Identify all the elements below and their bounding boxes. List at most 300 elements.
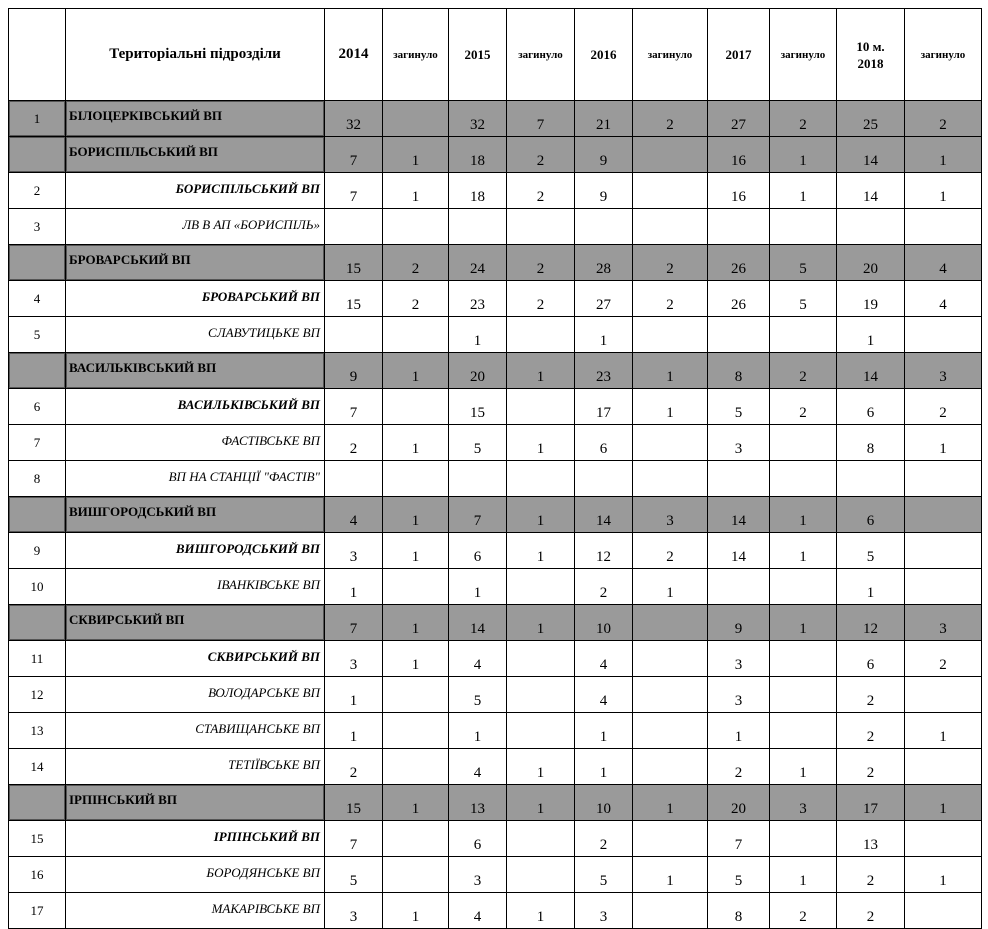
- cases-cell: 14: [449, 605, 507, 641]
- row-number: 1: [9, 101, 66, 137]
- subdivision-name: БОРИСПІЛЬСЬКИЙ ВП: [66, 137, 325, 173]
- cases-cell: [708, 461, 770, 497]
- cases-cell: 6: [449, 821, 507, 857]
- row-number: 7: [9, 425, 66, 461]
- killed-cell: [633, 713, 708, 749]
- killed-cell: 2: [905, 101, 982, 137]
- killed-cell: [383, 101, 449, 137]
- killed-cell: [633, 173, 708, 209]
- cases-cell: 3: [575, 893, 633, 929]
- killed-cell: [383, 821, 449, 857]
- killed-cell: 5: [770, 281, 837, 317]
- header-killed-2017: загинуло: [770, 9, 837, 101]
- cases-cell: 2: [575, 821, 633, 857]
- group-row: [9, 101, 982, 137]
- killed-cell: [507, 713, 575, 749]
- killed-cell: 2: [905, 389, 982, 425]
- cases-cell: 8: [708, 893, 770, 929]
- cases-cell: [575, 461, 633, 497]
- subdivision-name: ІРПІНСЬКИЙ ВП: [66, 821, 325, 857]
- cases-cell: 8: [708, 353, 770, 389]
- cases-cell: 20: [708, 785, 770, 821]
- header-number: [9, 9, 66, 101]
- cases-cell: 10: [575, 785, 633, 821]
- killed-cell: [770, 641, 837, 677]
- header-year-2016: 2016: [575, 9, 633, 101]
- row-number: 17: [9, 893, 66, 929]
- killed-cell: 2: [770, 101, 837, 137]
- row-number: 10: [9, 569, 66, 605]
- killed-cell: 1: [905, 425, 982, 461]
- subdivision-name: БІЛОЦЕРКІВСЬКИЙ ВП: [66, 101, 325, 137]
- cases-cell: 7: [708, 821, 770, 857]
- statistics-table: [8, 8, 982, 929]
- cases-cell: 2: [575, 569, 633, 605]
- cases-cell: 15: [325, 785, 383, 821]
- killed-cell: 2: [770, 353, 837, 389]
- killed-cell: [633, 605, 708, 641]
- killed-cell: 1: [905, 173, 982, 209]
- cases-cell: 3: [325, 533, 383, 569]
- killed-cell: [507, 821, 575, 857]
- killed-cell: [905, 497, 982, 533]
- cases-cell: 1: [837, 569, 905, 605]
- killed-cell: [905, 821, 982, 857]
- header-killed-2015: загинуло: [507, 9, 575, 101]
- killed-cell: [507, 677, 575, 713]
- killed-cell: [383, 857, 449, 893]
- cases-cell: 8: [837, 425, 905, 461]
- killed-cell: 1: [383, 785, 449, 821]
- killed-cell: 2: [770, 893, 837, 929]
- cases-cell: [575, 209, 633, 245]
- killed-cell: 1: [633, 785, 708, 821]
- cases-cell: 2: [837, 677, 905, 713]
- killed-cell: [905, 569, 982, 605]
- cases-cell: 4: [449, 893, 507, 929]
- header-subdivisions: Територіальні підрозділи: [66, 9, 325, 101]
- table-row: [9, 461, 982, 497]
- cases-cell: 5: [449, 677, 507, 713]
- cases-cell: 18: [449, 173, 507, 209]
- row-number: [9, 245, 66, 281]
- group-row: [9, 353, 982, 389]
- subdivision-name: ВАСИЛЬКІВСЬКИЙ ВП: [66, 353, 325, 389]
- cases-cell: 14: [837, 173, 905, 209]
- cases-cell: 5: [325, 857, 383, 893]
- killed-cell: 1: [383, 353, 449, 389]
- cases-cell: 7: [325, 605, 383, 641]
- killed-cell: [633, 317, 708, 353]
- killed-cell: 2: [507, 173, 575, 209]
- cases-cell: 6: [575, 425, 633, 461]
- cases-cell: 5: [837, 533, 905, 569]
- cases-cell: 1: [449, 317, 507, 353]
- killed-cell: [383, 677, 449, 713]
- header-year-2017: 2017: [708, 9, 770, 101]
- subdivision-name: ВИШГОРОДСЬКИЙ ВП: [66, 533, 325, 569]
- killed-cell: [633, 641, 708, 677]
- cases-cell: 2: [837, 857, 905, 893]
- killed-cell: 1: [383, 605, 449, 641]
- subdivision-name: ВП НА СТАНЦІЇ "ФАСТІВ": [66, 461, 325, 497]
- killed-cell: 2: [905, 641, 982, 677]
- row-number: 15: [9, 821, 66, 857]
- cases-cell: 14: [708, 497, 770, 533]
- header-year-2018: 10 м. 2018: [837, 9, 905, 101]
- killed-cell: 1: [383, 533, 449, 569]
- header-year-2014: 2014: [325, 9, 383, 101]
- killed-cell: [383, 749, 449, 785]
- cases-cell: 1: [325, 569, 383, 605]
- killed-cell: 1: [507, 353, 575, 389]
- subdivision-name: ТЕТІЇВСЬКЕ ВП: [66, 749, 325, 785]
- killed-cell: 1: [770, 497, 837, 533]
- cases-cell: 2: [837, 713, 905, 749]
- cases-cell: 27: [708, 101, 770, 137]
- killed-cell: 1: [507, 749, 575, 785]
- row-number: [9, 497, 66, 533]
- cases-cell: [325, 209, 383, 245]
- cases-cell: 9: [575, 173, 633, 209]
- killed-cell: 1: [507, 785, 575, 821]
- killed-cell: 1: [770, 605, 837, 641]
- killed-cell: 3: [770, 785, 837, 821]
- killed-cell: 1: [383, 137, 449, 173]
- killed-cell: [905, 461, 982, 497]
- row-number: 16: [9, 857, 66, 893]
- killed-cell: 3: [905, 605, 982, 641]
- killed-cell: 2: [507, 245, 575, 281]
- cases-cell: 1: [325, 713, 383, 749]
- cases-cell: 23: [449, 281, 507, 317]
- header-row: [9, 9, 982, 101]
- table-row: [9, 533, 982, 569]
- row-number: [9, 785, 66, 821]
- killed-cell: 1: [383, 425, 449, 461]
- cases-cell: 14: [837, 137, 905, 173]
- cases-cell: 25: [837, 101, 905, 137]
- row-number: 11: [9, 641, 66, 677]
- killed-cell: 4: [905, 281, 982, 317]
- row-number: 12: [9, 677, 66, 713]
- table-row: [9, 713, 982, 749]
- group-row: [9, 497, 982, 533]
- table-row: [9, 281, 982, 317]
- cases-cell: 23: [575, 353, 633, 389]
- cases-cell: 9: [708, 605, 770, 641]
- table-row: [9, 893, 982, 929]
- killed-cell: 1: [633, 569, 708, 605]
- cases-cell: 3: [708, 677, 770, 713]
- killed-cell: 1: [633, 353, 708, 389]
- killed-cell: [905, 893, 982, 929]
- killed-cell: 2: [770, 389, 837, 425]
- killed-cell: [905, 533, 982, 569]
- killed-cell: 2: [383, 245, 449, 281]
- killed-cell: [633, 749, 708, 785]
- cases-cell: 1: [575, 317, 633, 353]
- cases-cell: [708, 317, 770, 353]
- cases-cell: 19: [837, 281, 905, 317]
- subdivision-name: СЛАВУТИЦЬКЕ ВП: [66, 317, 325, 353]
- killed-cell: [905, 677, 982, 713]
- killed-cell: [770, 461, 837, 497]
- table-row: [9, 317, 982, 353]
- cases-cell: 1: [449, 569, 507, 605]
- subdivision-name: ВОЛОДАРСЬКЕ ВП: [66, 677, 325, 713]
- killed-cell: [507, 641, 575, 677]
- killed-cell: [905, 317, 982, 353]
- killed-cell: 1: [633, 857, 708, 893]
- cases-cell: 3: [708, 641, 770, 677]
- cases-cell: 1: [575, 749, 633, 785]
- cases-cell: [449, 461, 507, 497]
- table-row: [9, 641, 982, 677]
- row-number: [9, 605, 66, 641]
- subdivision-name: БРОВАРСЬКИЙ ВП: [66, 245, 325, 281]
- cases-cell: [708, 209, 770, 245]
- row-number: 13: [9, 713, 66, 749]
- cases-cell: 16: [708, 173, 770, 209]
- subdivision-name: ФАСТІВСЬКЕ ВП: [66, 425, 325, 461]
- header-killed-2018: загинуло: [905, 9, 982, 101]
- killed-cell: [507, 317, 575, 353]
- cases-cell: 20: [449, 353, 507, 389]
- killed-cell: 2: [633, 533, 708, 569]
- cases-cell: 3: [708, 425, 770, 461]
- subdivision-name: ВАСИЛЬКІВСЬКИЙ ВП: [66, 389, 325, 425]
- killed-cell: 1: [770, 137, 837, 173]
- cases-cell: 20: [837, 245, 905, 281]
- cases-cell: 13: [837, 821, 905, 857]
- cases-cell: 1: [837, 317, 905, 353]
- cases-cell: 14: [708, 533, 770, 569]
- killed-cell: 7: [507, 101, 575, 137]
- cases-cell: 6: [837, 389, 905, 425]
- cases-cell: 4: [325, 497, 383, 533]
- killed-cell: [770, 569, 837, 605]
- cases-cell: 21: [575, 101, 633, 137]
- cases-cell: 15: [325, 245, 383, 281]
- cases-cell: [325, 317, 383, 353]
- header-year-2015: 2015: [449, 9, 507, 101]
- table-row: [9, 389, 982, 425]
- killed-cell: 1: [383, 893, 449, 929]
- row-number: [9, 353, 66, 389]
- cases-cell: 9: [575, 137, 633, 173]
- cases-cell: 3: [325, 641, 383, 677]
- subdivision-name: БОРИСПІЛЬСЬКИЙ ВП: [66, 173, 325, 209]
- killed-cell: 4: [905, 245, 982, 281]
- cases-cell: 17: [837, 785, 905, 821]
- cases-cell: 27: [575, 281, 633, 317]
- table-row: [9, 569, 982, 605]
- subdivision-name: МАКАРІВСЬКЕ ВП: [66, 893, 325, 929]
- row-number: 3: [9, 209, 66, 245]
- cases-cell: 1: [449, 713, 507, 749]
- killed-cell: 1: [905, 785, 982, 821]
- killed-cell: [770, 677, 837, 713]
- table-row: [9, 749, 982, 785]
- cases-cell: 32: [449, 101, 507, 137]
- cases-cell: [708, 569, 770, 605]
- cases-cell: 7: [325, 389, 383, 425]
- cases-cell: 5: [708, 857, 770, 893]
- subdivision-name: БОРОДЯНСЬКЕ ВП: [66, 857, 325, 893]
- killed-cell: 3: [905, 353, 982, 389]
- killed-cell: [383, 317, 449, 353]
- cases-cell: 2: [708, 749, 770, 785]
- killed-cell: [770, 425, 837, 461]
- cases-cell: 2: [837, 749, 905, 785]
- killed-cell: 1: [383, 497, 449, 533]
- killed-cell: 2: [507, 137, 575, 173]
- killed-cell: [383, 569, 449, 605]
- cases-cell: 6: [837, 641, 905, 677]
- cases-cell: 28: [575, 245, 633, 281]
- killed-cell: [507, 389, 575, 425]
- row-number: 6: [9, 389, 66, 425]
- killed-cell: [905, 209, 982, 245]
- subdivision-name: БРОВАРСЬКИЙ ВП: [66, 281, 325, 317]
- cases-cell: 13: [449, 785, 507, 821]
- killed-cell: [383, 389, 449, 425]
- killed-cell: 1: [507, 893, 575, 929]
- cases-cell: 4: [449, 749, 507, 785]
- cases-cell: 7: [325, 173, 383, 209]
- killed-cell: 5: [770, 245, 837, 281]
- cases-cell: 5: [575, 857, 633, 893]
- table-row: [9, 677, 982, 713]
- killed-cell: 1: [770, 857, 837, 893]
- table-row: [9, 173, 982, 209]
- killed-cell: 1: [633, 389, 708, 425]
- killed-cell: [770, 821, 837, 857]
- group-row: [9, 605, 982, 641]
- cases-cell: 5: [708, 389, 770, 425]
- cases-cell: 10: [575, 605, 633, 641]
- cases-cell: 1: [325, 677, 383, 713]
- killed-cell: 1: [770, 749, 837, 785]
- cases-cell: 4: [575, 641, 633, 677]
- killed-cell: 2: [633, 245, 708, 281]
- cases-cell: 4: [575, 677, 633, 713]
- header-killed-2014: загинуло: [383, 9, 449, 101]
- cases-cell: [837, 209, 905, 245]
- killed-cell: [770, 713, 837, 749]
- cases-cell: [837, 461, 905, 497]
- cases-cell: 32: [325, 101, 383, 137]
- killed-cell: [770, 209, 837, 245]
- cases-cell: 1: [708, 713, 770, 749]
- killed-cell: [633, 461, 708, 497]
- cases-cell: 14: [837, 353, 905, 389]
- row-number: 9: [9, 533, 66, 569]
- killed-cell: [905, 749, 982, 785]
- killed-cell: 1: [770, 533, 837, 569]
- cases-cell: 9: [325, 353, 383, 389]
- cases-cell: 2: [325, 425, 383, 461]
- cases-cell: 7: [325, 137, 383, 173]
- cases-cell: 26: [708, 245, 770, 281]
- killed-cell: 1: [507, 497, 575, 533]
- killed-cell: 1: [507, 605, 575, 641]
- subdivision-name: СКВИРСЬКИЙ ВП: [66, 641, 325, 677]
- cases-cell: 18: [449, 137, 507, 173]
- group-row: [9, 137, 982, 173]
- killed-cell: 1: [383, 641, 449, 677]
- table-row: [9, 209, 982, 245]
- cases-cell: 16: [708, 137, 770, 173]
- subdivision-name: ІРПІНСЬКИЙ ВП: [66, 785, 325, 821]
- killed-cell: [383, 461, 449, 497]
- cases-cell: 3: [325, 893, 383, 929]
- table-row: [9, 821, 982, 857]
- cases-cell: 26: [708, 281, 770, 317]
- killed-cell: [507, 209, 575, 245]
- killed-cell: 1: [905, 713, 982, 749]
- killed-cell: 2: [633, 101, 708, 137]
- cases-cell: 2: [325, 749, 383, 785]
- killed-cell: [633, 893, 708, 929]
- killed-cell: [383, 209, 449, 245]
- group-row: [9, 245, 982, 281]
- subdivision-name: ЛВ В АП «БОРИСПІЛЬ»: [66, 209, 325, 245]
- cases-cell: 24: [449, 245, 507, 281]
- subdivision-name: СКВИРСЬКИЙ ВП: [66, 605, 325, 641]
- killed-cell: 1: [770, 173, 837, 209]
- cases-cell: 7: [449, 497, 507, 533]
- subdivision-name: СТАВИЩАНСЬКЕ ВП: [66, 713, 325, 749]
- table-row: [9, 425, 982, 461]
- cases-cell: 2: [837, 893, 905, 929]
- killed-cell: [633, 677, 708, 713]
- cases-cell: 12: [575, 533, 633, 569]
- killed-cell: [507, 461, 575, 497]
- killed-cell: 1: [905, 137, 982, 173]
- row-number: 2: [9, 173, 66, 209]
- killed-cell: [507, 569, 575, 605]
- header-killed-2016: загинуло: [633, 9, 708, 101]
- killed-cell: [383, 713, 449, 749]
- killed-cell: 1: [383, 173, 449, 209]
- killed-cell: [633, 137, 708, 173]
- cases-cell: 17: [575, 389, 633, 425]
- subdivision-name: ІВАНКІВСЬКЕ ВП: [66, 569, 325, 605]
- table-row: [9, 857, 982, 893]
- subdivision-name: ВИШГОРОДСЬКИЙ ВП: [66, 497, 325, 533]
- killed-cell: 2: [383, 281, 449, 317]
- row-number: 5: [9, 317, 66, 353]
- group-row: [9, 785, 982, 821]
- cases-cell: 6: [837, 497, 905, 533]
- killed-cell: 2: [633, 281, 708, 317]
- killed-cell: 3: [633, 497, 708, 533]
- cases-cell: 15: [325, 281, 383, 317]
- killed-cell: [633, 425, 708, 461]
- cases-cell: 1: [575, 713, 633, 749]
- cases-cell: [449, 209, 507, 245]
- cases-cell: 6: [449, 533, 507, 569]
- row-number: 4: [9, 281, 66, 317]
- cases-cell: 3: [449, 857, 507, 893]
- killed-cell: [633, 209, 708, 245]
- cases-cell: [325, 461, 383, 497]
- cases-cell: 5: [449, 425, 507, 461]
- killed-cell: [770, 317, 837, 353]
- killed-cell: [507, 857, 575, 893]
